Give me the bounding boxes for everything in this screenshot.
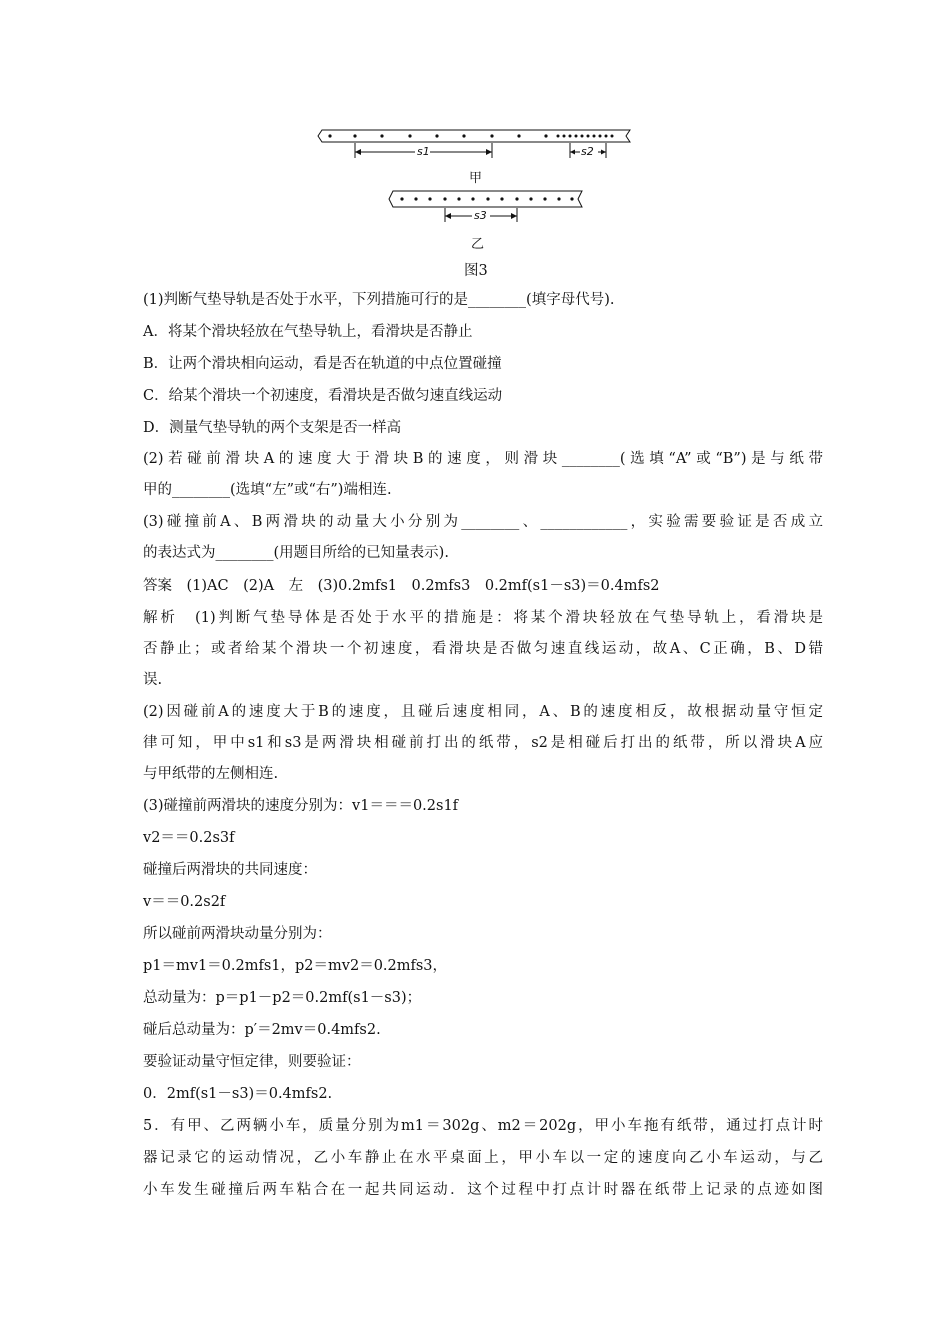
total-momentum-after: 碰后总动量为：p′＝2mv＝0.4mfs2. — [143, 1022, 381, 1038]
analysis-line-2: 否静止；或者给某个滑块一个初速度，看滑块是否做匀速直线运动，故A、C正确，B、D错 — [143, 641, 823, 657]
analysis-line-1: 解析 (1)判断气垫导体是否处于水平的措施是：将某个滑块轻放在气垫导轨上，看滑块是 — [143, 610, 823, 626]
option-a: A．将某个滑块轻放在气垫导轨上，看滑块是否静止 — [143, 324, 473, 340]
option-d: D．测量气垫导轨的两个支架是否一样高 — [143, 420, 402, 436]
s2-label: s2 — [581, 145, 594, 158]
question-3-line-1: (3)碰撞前A、B两滑块的动量大小分别为________、____________，实验需要验证是否成立 — [143, 514, 823, 530]
verify-formula: 0．2mf(s1－s3)＝0.4mfs2. — [143, 1086, 333, 1102]
option-b: B．让两个滑块相向运动，看是否在轨道的中点位置碰撞 — [143, 356, 502, 372]
s3-label: s3 — [474, 209, 487, 222]
momentum-formula: p1＝mv1＝0.2mfs1，p2＝mv2＝0.2mfs3， — [143, 958, 448, 974]
question-2-line-1: (2)若碰前滑块A的速度大于滑块B的速度，则滑块________(选填“A”或“B”)是与纸带 — [143, 451, 823, 467]
analysis-2-line-2: 律可知，甲中s1和s3是两滑块相碰前打出的纸带，s2是相碰后打出的纸带，所以滑块A应 — [143, 735, 823, 751]
problem-5-line-1: 5．有甲、乙两辆小车，质量分别为m1＝302g、m2＝202g，甲小车拖有纸带，通过打点计时 — [143, 1118, 823, 1134]
analysis-2-line-3: 与甲纸带的左侧相连. — [143, 766, 279, 782]
s1-label: s1 — [417, 145, 430, 158]
momentum-label: 所以碰前两滑块动量分别为： — [143, 926, 332, 942]
question-2-line-2: 甲的________(选填“左”或“右”)端相连. — [143, 482, 392, 498]
problem-5-line-2: 器记录它的运动情况，乙小车静止在水平桌面上，甲小车以一定的速度向乙小车运动，与乙 — [143, 1150, 823, 1166]
option-c: C．给某个滑块一个初速度，看滑块是否做匀速直线运动 — [143, 388, 503, 404]
problem-5-line-3: 小车发生碰撞后两车粘合在一起共同运动．这个过程中打点计时器在纸带上记录的点迹如图 — [143, 1182, 823, 1198]
analysis-line-3: 误. — [143, 672, 163, 688]
analysis-3-line-1: (3)碰撞前两滑块的速度分别为：v1＝＝＝0.2s1f — [143, 798, 459, 814]
tape-jia-label: 甲 — [469, 171, 483, 186]
v2-formula: v2＝＝0.2s3f — [143, 830, 235, 846]
v-formula: v＝＝0.2s2f — [143, 894, 226, 910]
tape-yi — [389, 191, 582, 207]
common-velocity-label: 碰撞后两滑块的共同速度： — [143, 862, 317, 878]
answer-line: 答案 (1)AC (2)A 左 (3)0.2mfs1 0.2mfs3 0.2mf(s1－s3)＝0.4mfs2 — [143, 578, 660, 594]
question-1: (1)判断气垫导轨是否处于水平，下列措施可行的是________(填字母代号). — [143, 292, 615, 308]
total-momentum-before: 总动量为：p＝p1－p2＝0.2mf(s1－s3)； — [143, 990, 422, 1006]
analysis-2-line-1: (2)因碰前A的速度大于B的速度，且碰后速度相同，A、B的速度相反，故根据动量守恒定 — [143, 704, 823, 720]
figure-caption: 图3 — [464, 263, 488, 279]
verify-label: 要验证动量守恒定律，则要验证： — [143, 1054, 361, 1070]
question-3-line-2: 的表达式为________(用题目所给的已知量表示). — [143, 545, 449, 561]
tape-yi-label: 乙 — [471, 237, 485, 252]
